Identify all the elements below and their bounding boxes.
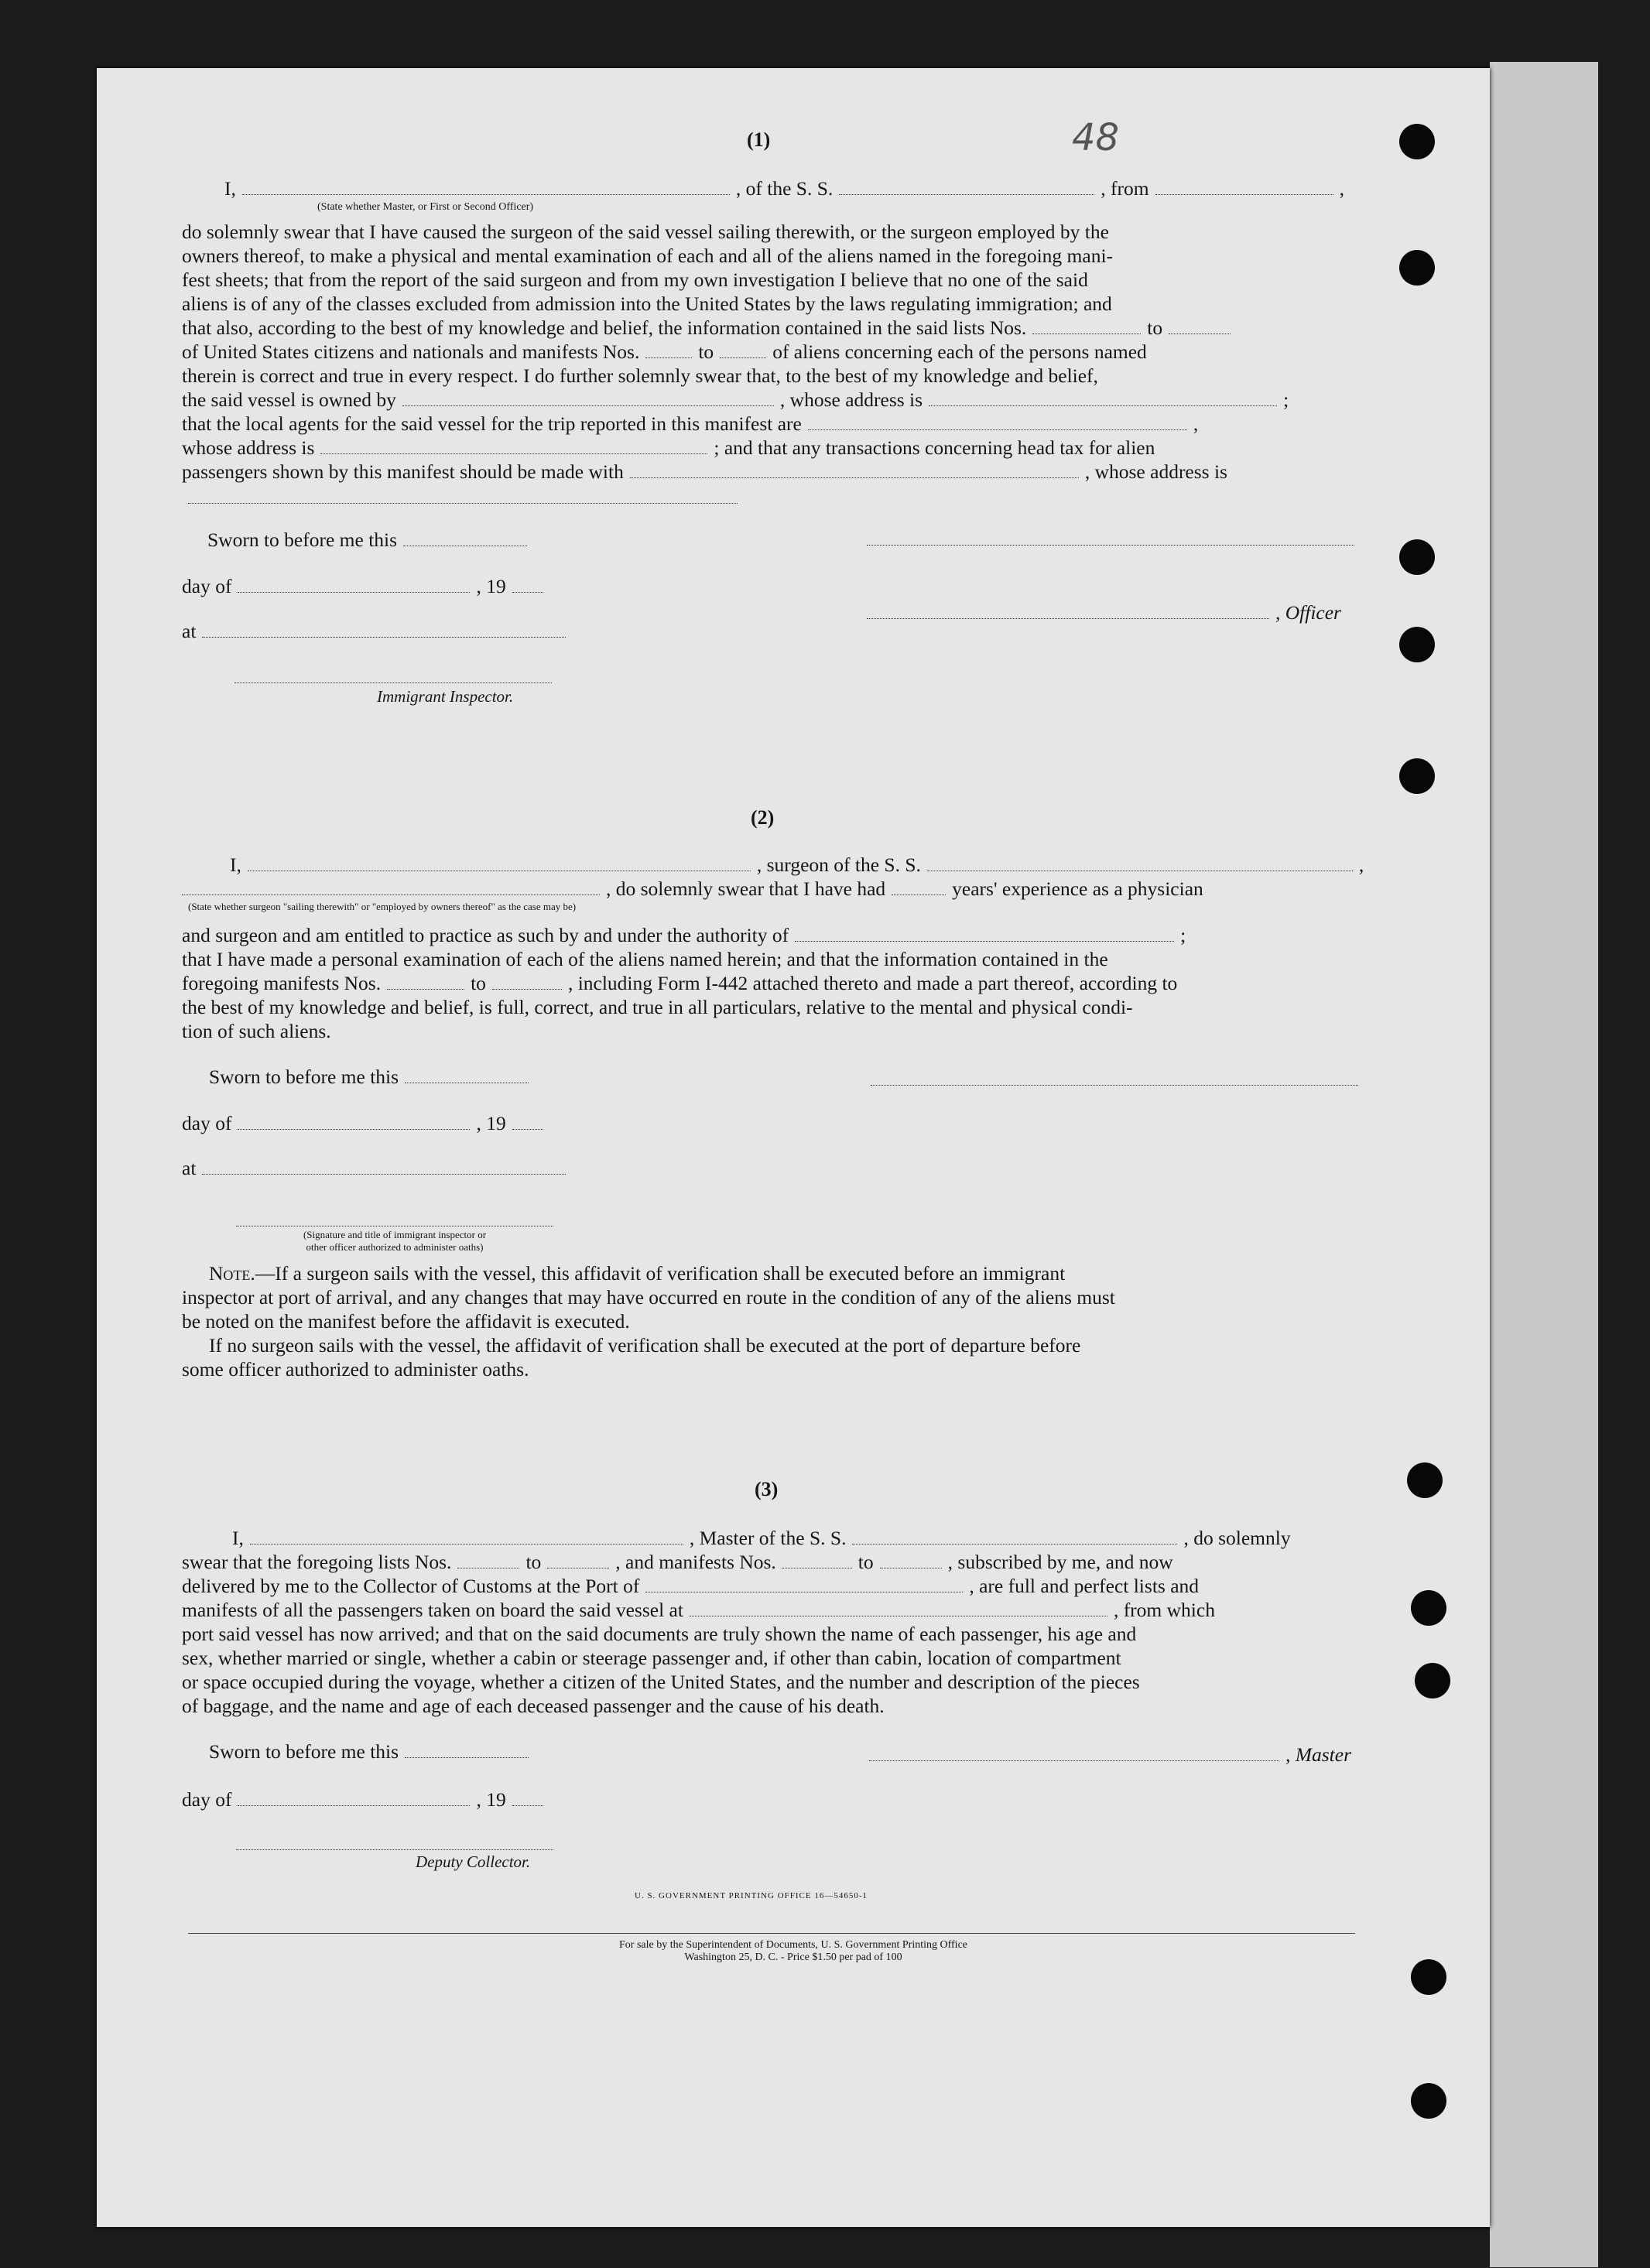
s1-officer-label: , Officer bbox=[867, 600, 1341, 624]
s1-officer-signature-line bbox=[867, 543, 1354, 546]
printing-office-imprint: U. S. GOVERNMENT PRINTING OFFICE 16—54650-1 bbox=[635, 1891, 868, 1900]
s3-collector-label: Deputy Collector. bbox=[416, 1852, 531, 1871]
s3-day: day of , 19 bbox=[182, 1787, 549, 1811]
s2-signature-caption: (Signature and title of immigrant inspector or other officer authorized to administer oaths) bbox=[303, 1229, 487, 1253]
s1-line-7: of United States citizens and nationals and manifests Nos. to of aliens concerning each of the persons named bbox=[182, 340, 1147, 363]
s1-line-2: do solemnly swear that I have caused the surgeon of the said vessel sailing therewith, or the surgeon employed by the bbox=[182, 221, 1109, 243]
s1-day: day of , 19 bbox=[182, 574, 549, 598]
s3-line-1: I, , Master of the S. S. , do solemnly bbox=[232, 1527, 1291, 1549]
binder-hole bbox=[1399, 250, 1435, 286]
s1-line-4: fest sheets; that from the report of the said surgeon and from my own investigation I believe that no one of the said bbox=[182, 269, 1088, 291]
s1-line-9: the said vessel is owned by , whose address is ; bbox=[182, 388, 1289, 411]
binder-hole bbox=[1411, 2083, 1446, 2119]
handwritten-page-number: 48 bbox=[1072, 116, 1120, 159]
s3-line-5: port said vessel has now arrived; and that on the said documents are truly shown the name of each passenger, his age and bbox=[182, 1623, 1137, 1645]
s1-at: at bbox=[182, 619, 572, 643]
s2-at: at bbox=[182, 1156, 572, 1180]
s3-line-2: swear that the foregoing lists Nos. to , and manifests Nos. to , subscribed by me, and now bbox=[182, 1551, 1173, 1573]
s2-note-3: be noted on the manifest before the affidavit is executed. bbox=[182, 1310, 630, 1332]
binder-hole bbox=[1411, 1959, 1446, 1995]
s2-note-5: some officer authorized to administer oaths. bbox=[182, 1358, 529, 1380]
s1-line-6: that also, according to the best of my knowledge and belief, the information contained in the said lists Nos. to bbox=[182, 316, 1237, 340]
section-1-number: (1) bbox=[747, 128, 771, 151]
footer-rule bbox=[188, 1933, 1355, 1934]
s1-address-line bbox=[188, 501, 738, 504]
binder-hole bbox=[1411, 1590, 1446, 1626]
s3-line-8: of baggage, and the name and age of each deceased passenger and the cause of his death. bbox=[182, 1695, 885, 1717]
s1-line-3: owners thereof, to make a physical and mental examination of each and all of the aliens named in the foregoing mani- bbox=[182, 245, 1114, 267]
s1-officer-caption: (State whether Master, or First or Second Officer) bbox=[317, 201, 534, 213]
s2-sworn: Sworn to before me this bbox=[209, 1065, 535, 1089]
s2-note-1: Note.—If a surgeon sails with the vessel, this affidavit of verification shall be executed before an immigrant bbox=[209, 1262, 1066, 1285]
s3-sworn: Sworn to before me this bbox=[209, 1739, 535, 1763]
s2-note-2: inspector at port of arrival, and any changes that may have occurred en route in the condition of any of the aliens must bbox=[182, 1286, 1115, 1308]
binder-hole bbox=[1399, 539, 1435, 575]
s3-line-7: or space occupied during the voyage, whether a citizen of the United States, and the number and description of the pieces bbox=[182, 1671, 1140, 1693]
footer-sale-notice: For sale by the Superintendent of Documents, U. S. Government Printing Office Washington 25, D. C. - Price $1.50 per pad of 100 bbox=[619, 1939, 967, 1963]
s1-inspector-label: Immigrant Inspector. bbox=[377, 687, 514, 706]
s2-day: day of , 19 bbox=[182, 1111, 549, 1135]
binder-hole bbox=[1407, 1462, 1443, 1498]
s2-line-2: , do solemnly swear that I have had years' experience as a physician bbox=[182, 877, 1203, 901]
s1-sworn: Sworn to before me this bbox=[207, 528, 533, 552]
adjacent-page-edge bbox=[1490, 62, 1598, 2267]
s2-inspector-signature-line bbox=[236, 1224, 553, 1226]
s2-signature-line bbox=[871, 1083, 1358, 1086]
s1-line-12: passengers shown by this manifest should be made with , whose address is bbox=[182, 460, 1227, 483]
binder-hole bbox=[1415, 1663, 1450, 1698]
s1-line-5: aliens is of any of the classes excluded from admission into the United States by the laws regulating immigration; and bbox=[182, 292, 1112, 315]
s2-line-5: foregoing manifests Nos. to , including Form I-442 attached thereto and made a part thereof, according to bbox=[182, 972, 1178, 994]
s2-line-6: the best of my knowledge and belief, is full, correct, and true in all particulars, relative to the mental and physical condi- bbox=[182, 996, 1133, 1018]
binder-hole bbox=[1399, 758, 1435, 794]
s2-line-1: I, , surgeon of the S. S. , bbox=[230, 853, 1364, 876]
binder-hole bbox=[1399, 124, 1435, 159]
manifest-affidavit-page bbox=[97, 68, 1490, 2227]
s3-master-label: , Master bbox=[869, 1743, 1351, 1767]
s1-line-10: that the local agents for the said vessel for the trip reported in this manifest are , bbox=[182, 412, 1199, 435]
s1-line-1: I, , of the S. S. , from , bbox=[224, 177, 1344, 200]
s3-line-6: sex, whether married or single, whether a cabin or steerage passenger and, if other than cabin, location of compartment bbox=[182, 1647, 1121, 1669]
section-3-number: (3) bbox=[755, 1478, 779, 1500]
s2-note-4: If no surgeon sails with the vessel, the affidavit of verification shall be executed at the port of departure before bbox=[209, 1334, 1081, 1356]
s1-line-8: therein is correct and true in every respect. I do further solemnly swear that, to the best of my knowledge and belief, bbox=[182, 364, 1098, 387]
binder-hole bbox=[1399, 627, 1435, 662]
s1-line-11: whose address is ; and that any transactions concerning head tax for alien bbox=[182, 436, 1155, 459]
s3-line-4: manifests of all the passengers taken on board the said vessel at , from which bbox=[182, 1599, 1215, 1621]
s1-inspector-signature-line bbox=[234, 681, 552, 683]
s2-surgeon-caption: (State whether surgeon "sailing therewith" or "employed by owners thereof" as the case may be) bbox=[188, 901, 577, 912]
s2-line-7: tion of such aliens. bbox=[182, 1020, 331, 1042]
s3-collector-signature-line bbox=[236, 1848, 553, 1850]
section-2-number: (2) bbox=[751, 806, 775, 829]
s3-line-3: delivered by me to the Collector of Customs at the Port of , are full and perfect lists and bbox=[182, 1575, 1200, 1597]
s2-line-3: and surgeon and am entitled to practice as such by and under the authority of ; bbox=[182, 924, 1186, 946]
s2-line-4: that I have made a personal examination of each of the aliens named herein; and that the information contained in the bbox=[182, 948, 1108, 970]
